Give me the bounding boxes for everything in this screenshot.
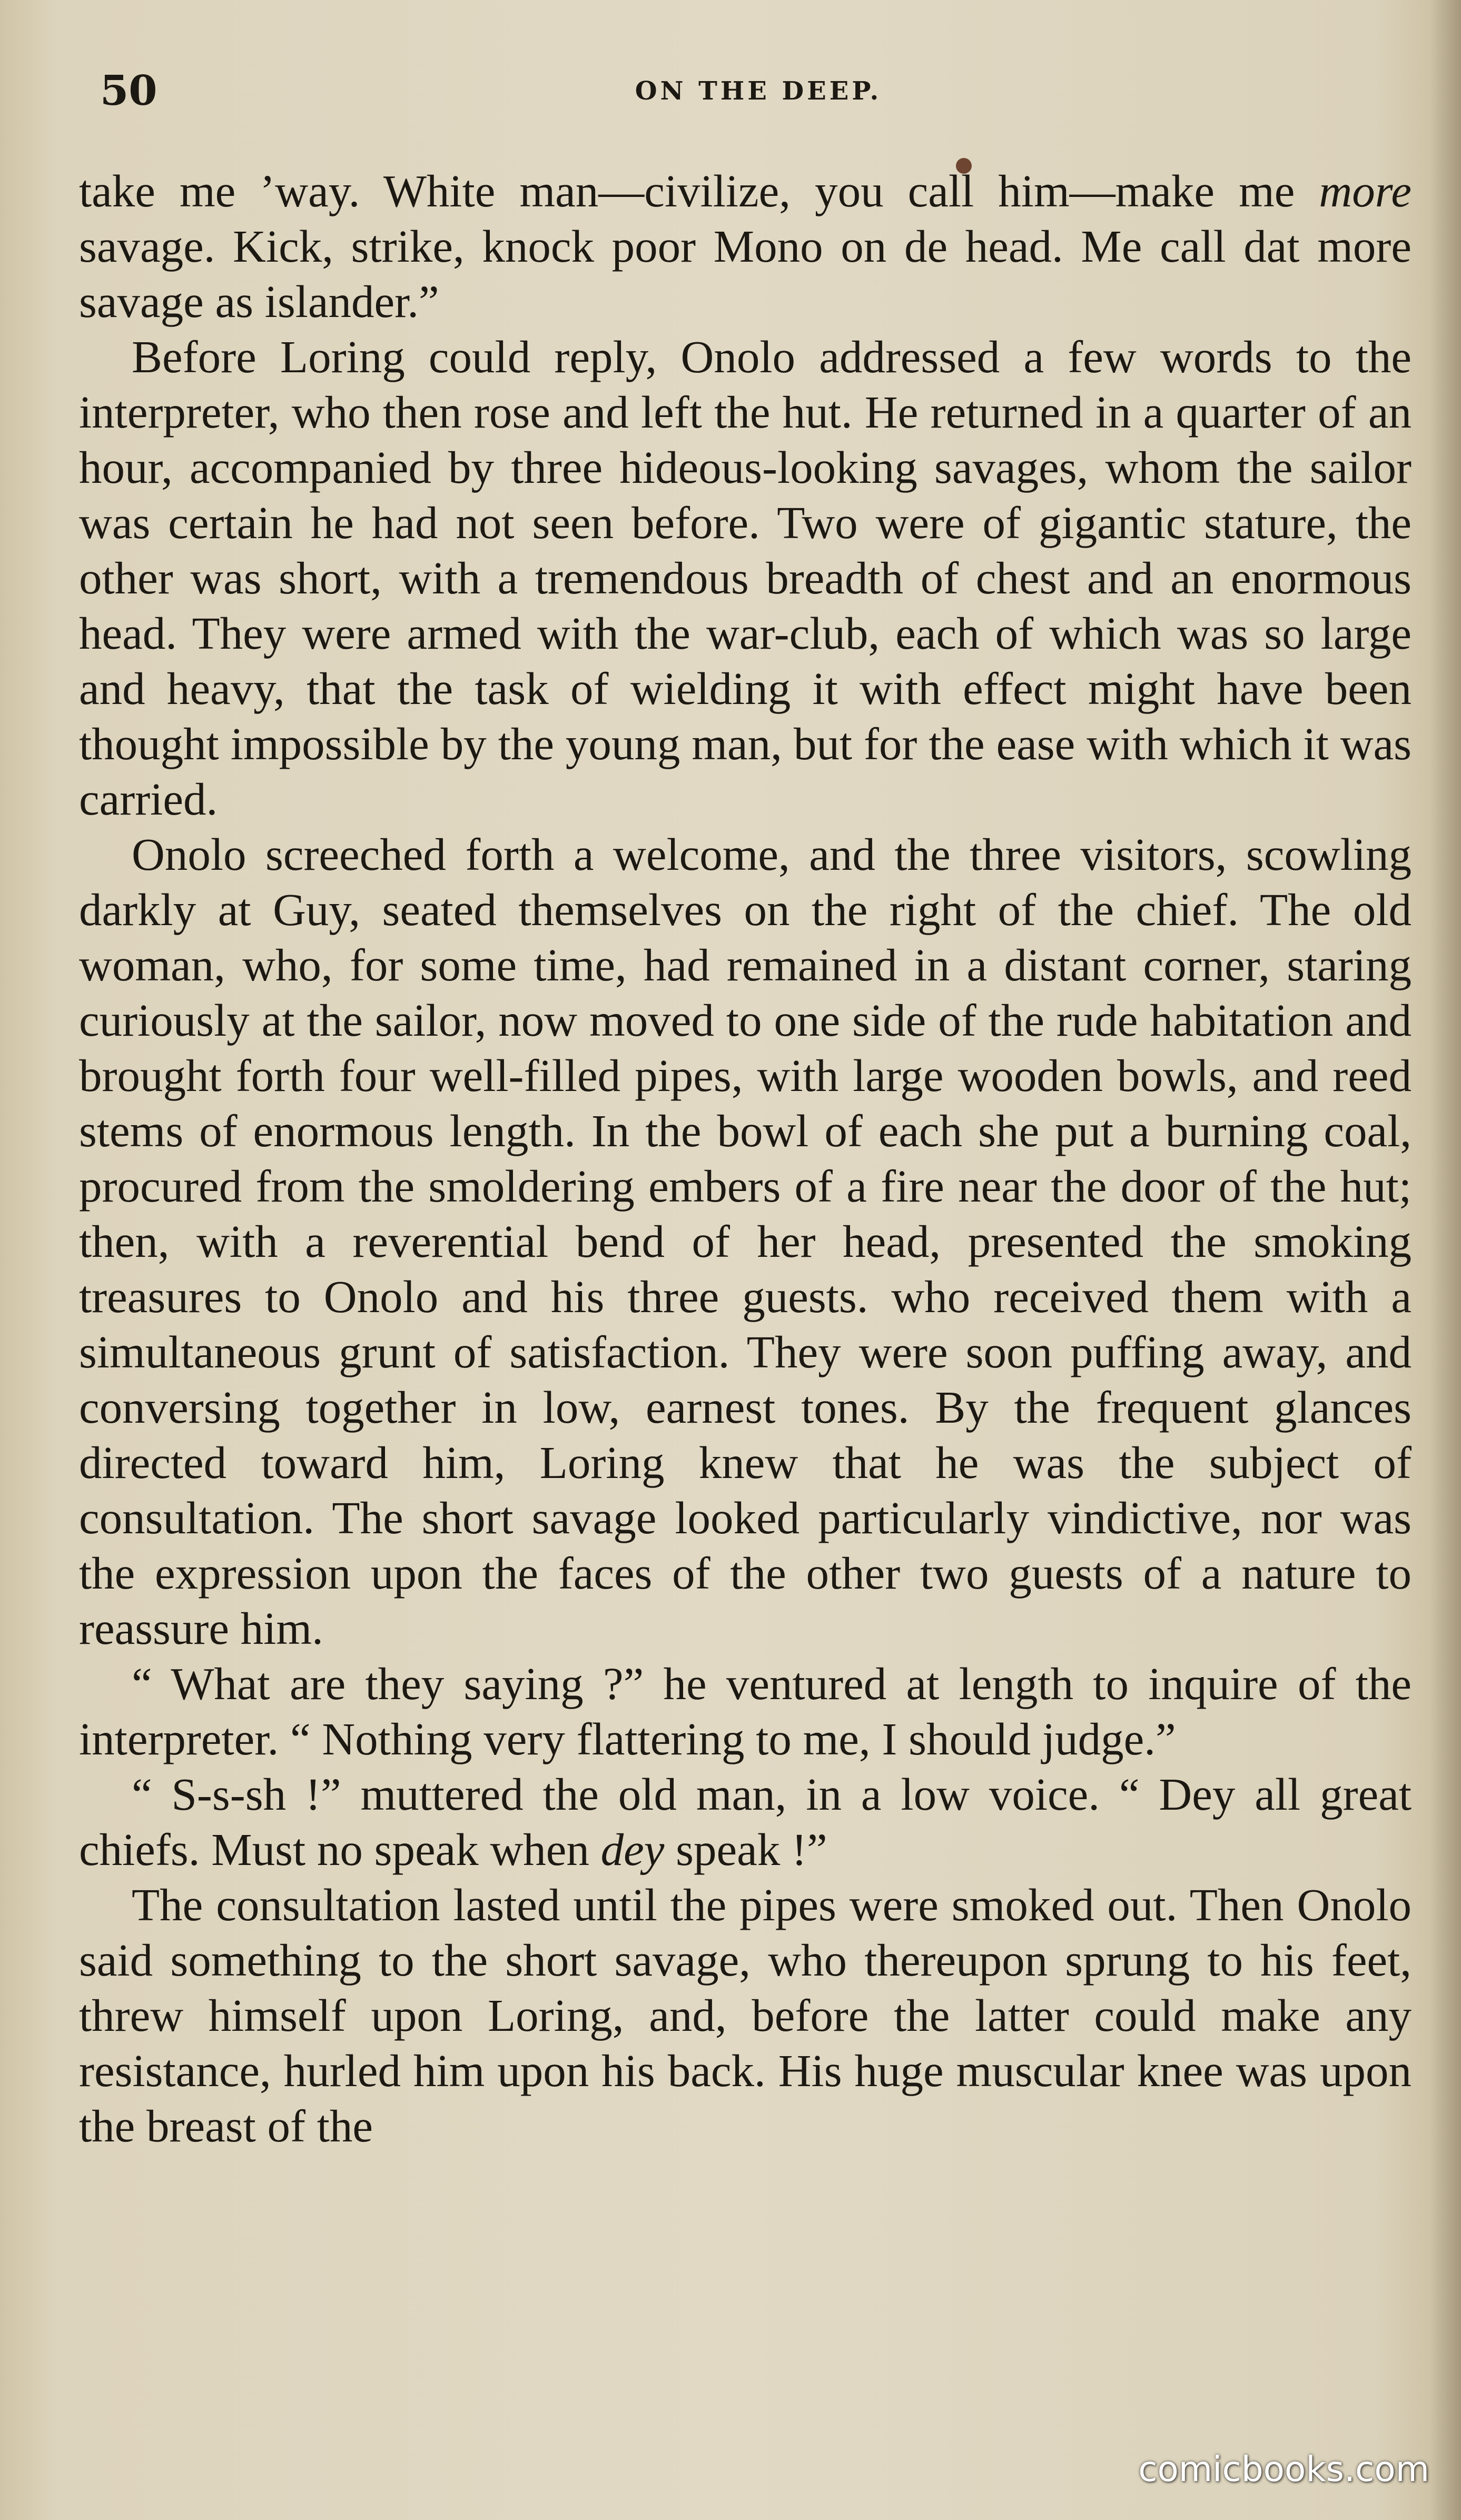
text-segment: Onolo screeched forth a welcome, and the three visitors, scowling darkly at Guy, seated themselves on the right of the chief. The old woman, who, for some time, had remained in a distant corner, staring curiously at the sailor, now moved to one side of the rude habitation and brought forth four well-filled pipes, with large wooden bowls, and reed stems of enormous length. In the bowl of each she put a burning coal, procured from the smoldering embers of a fire near the door of the hut; then, with a reverential bend of her head, presented the smoking treasures to Onolo and his three guests. who received them with a simultaneous grunt of satisfaction. They were soon puffing away, and conversing together in low, earnest tones. By the frequent glances directed toward him, Loring knew that he was the subject of consultation. The short savage looked particularly vindictive, nor was the expression upon the faces of the other two guests of a nature to reassure him. (79, 829, 1411, 1654)
italic-text: dey (600, 1824, 665, 1875)
paragraph (79, 1656, 1411, 1767)
italic-text: more (1319, 165, 1411, 216)
spine-shadow (1429, 0, 1461, 2520)
page-number: 50 (100, 67, 157, 115)
paragraph (79, 1767, 1411, 1877)
running-head: ON THE DEEP. (635, 76, 882, 106)
paragraph (79, 1877, 1411, 2154)
paragraph (79, 163, 1411, 329)
text-segment: Before Loring could reply, Onolo addressed a few words to the interpreter, who then rose and left the hut. He returned in a quarter of an hour, accompanied by three hideous-looking savages, whom the sailor was certain he had not seen before. Two were of gigantic stature, the other was short, with a tremendous breadth of chest and an enormous head. They were armed with the war-club, each of which was so large and heavy, that the task of wielding it with effect might have been thought impossible by the young man, but for the ease with which it was carried. (79, 331, 1411, 825)
page-header (100, 62, 1417, 120)
text-segment: “ What are they saying ?” he ventured at length to inquire of the interpreter. “ Nothing very flattering to me, I should judge.” (79, 1658, 1411, 1764)
text-segment: “ S-s-sh !” muttered the old man, in a low voice. “ Dey all great chiefs. Must no speak when (79, 1769, 1411, 1875)
watermark: comicbooks.com (1138, 2449, 1429, 2489)
text-segment: speak !” (664, 1824, 827, 1875)
paragraph (79, 827, 1411, 1656)
body-text (79, 163, 1411, 2154)
text-segment: savage. Kick, strike, knock poor Mono on de head. Me call dat more savage as islander.” (79, 221, 1411, 327)
text-segment: take me ’way. White man—civilize, you call him—make me (79, 165, 1319, 216)
paragraph (79, 329, 1411, 827)
text-segment: The consultation lasted until the pipes were smoked out. Then Onolo said something to the short savage, who thereupon sprung to his feet, threw himself upon Loring, and, before the latter could make any resistance, hurled him upon his back. His huge muscular knee was upon the breast of the (79, 1879, 1411, 2151)
